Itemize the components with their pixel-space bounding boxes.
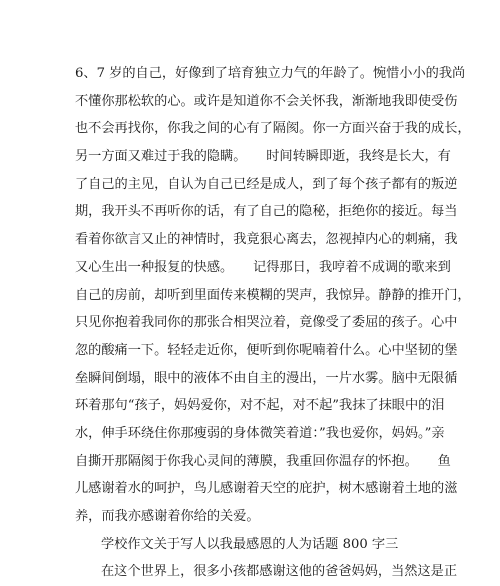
paragraph-line: 环着那句“孩子，妈妈爱你，对不起，对不起”我抹了抹眼中的泪 xyxy=(75,398,445,414)
paragraph-line: 自撕开那隔阂于你我心灵间的薄膜，我重回你温存的怀抱。 鱼 xyxy=(75,453,451,469)
paragraph-line: 又心生出一种报复的快感。 记得那日，我哼着不成调的歌来到 xyxy=(75,259,451,275)
paragraph-line: 自己的房前，却听到里面传来模糊的哭声，我惊异。静静的推开门， xyxy=(75,287,471,303)
paragraph-line: 看着你欲言又止的神情时，我竟狠心离去，忽视掉内心的刺痛，我 xyxy=(75,232,458,248)
paragraph-line: 忽的酸痛一下。轻轻走近你，便听到你呢喃着什么。心中坚韧的堡 xyxy=(75,342,458,358)
essay-heading: 学校作文关于写人以我最感恩的人为话题 800 字三 xyxy=(101,536,399,552)
paragraph-line: 了自己的主见，自认为自己已经是成人，到了每个孩子都有的叛逆 xyxy=(75,176,458,192)
paragraph-line: 也不会再找你，你我之间的心有了隔阂。你一方面兴奋于我的成长， xyxy=(75,121,471,137)
paragraph-line: 儿感谢着水的呵护，鸟儿感谢着天空的庇护，树木感谢着土地的滋 xyxy=(75,481,458,497)
paragraph-line: 6、7 岁的自己，好像到了培育独立力气的年龄了。惋惜小小的我尚 xyxy=(75,66,466,81)
paragraph-line: 不懂你那松软的心。或许是知道你不会关怀我，渐渐地我即使受伤 xyxy=(75,93,458,109)
paragraph-line: 垒瞬间倒塌，眼中的液体不由自主的漫出，一片水雾。脑中无限循 xyxy=(75,370,458,386)
essay-body xyxy=(75,60,471,586)
paragraph-line: 期，我开头不再听你的话，有了自己的隐秘，拒绝你的接近。每当 xyxy=(75,204,458,220)
paragraph-line: 只见你抱着我同你的那张合相哭泣着，竟像受了委屈的孩子。心中 xyxy=(75,315,458,331)
paragraph-line: 养，而我亦感谢着你给的关爱。 xyxy=(75,509,260,524)
paragraph-line: 在这个世界上，很多小孩都感谢这他的爸爸妈妈，当然这是正 xyxy=(101,564,458,580)
paragraph-line: 水，伸手环绕住你那瘦弱的身体微笑着道：”我也爱你，妈妈。”亲 xyxy=(75,425,445,441)
paragraph-line: 另一方面又难过于我的隐瞒。 时间转瞬即逝，我终是长大，有 xyxy=(75,149,451,165)
